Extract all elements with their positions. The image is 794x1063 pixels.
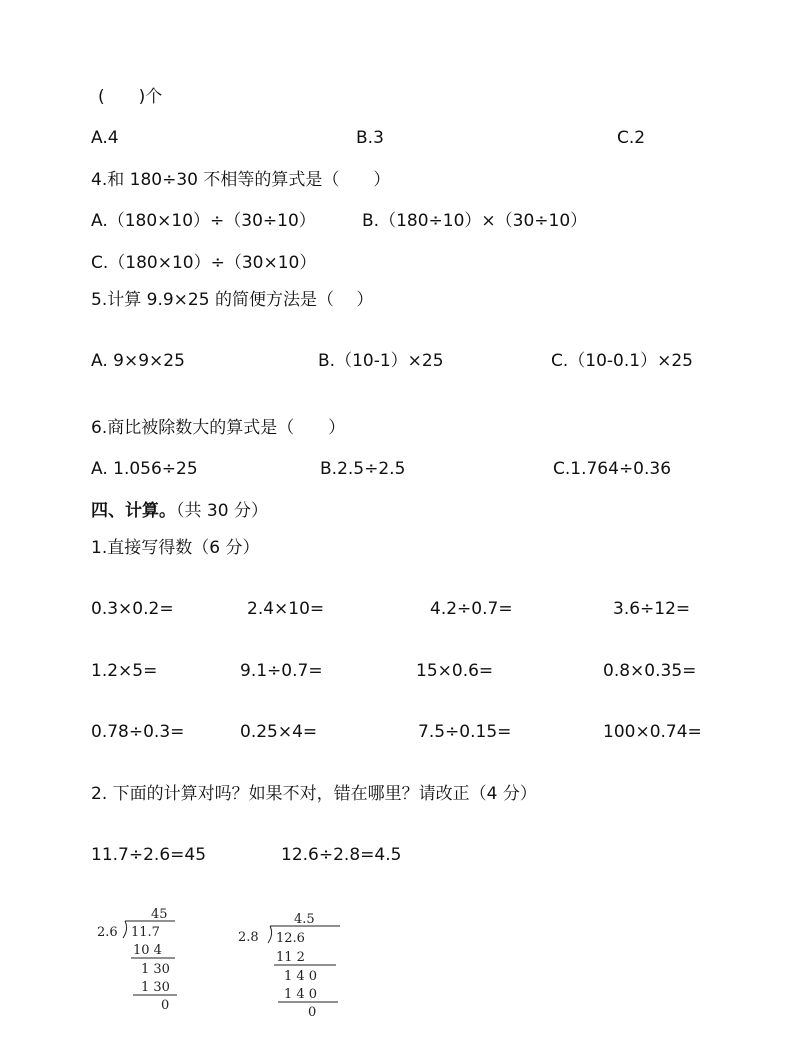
q6-option-c: C.1.764÷0.36 <box>553 459 672 479</box>
q4-option-b: B.（180÷10）×（30÷10） <box>362 211 588 231</box>
calc-item: 0.8×0.35= <box>603 661 697 681</box>
division2-dividend: 12.6 <box>276 931 305 946</box>
q6-stem: 6.商比被除数大的算式是（ ） <box>91 418 346 438</box>
division1-step: 1 30 <box>141 962 170 977</box>
calc-item: 100×0.74= <box>603 722 702 742</box>
division1-step: 0 <box>161 998 170 1013</box>
part2-title: 2. 下面的计算对吗？如果不对，错在哪里？请改正（4 分） <box>91 784 537 804</box>
section-points: （共 30 分） <box>176 501 268 521</box>
calc-item: 4.2÷0.7= <box>430 599 513 619</box>
section-title: 四、计算。 <box>91 501 176 521</box>
part1-title: 1.直接写得数（6 分） <box>91 538 260 558</box>
q5-option-b: B.（10-1）×25 <box>318 351 444 371</box>
division2-step: 1 4 0 <box>284 969 318 984</box>
calc-item: 15×0.6= <box>416 661 494 681</box>
q3-option-b: B.3 <box>356 128 384 148</box>
section-heading <box>91 503 268 520</box>
equation-1: 11.7÷2.6=45 <box>91 845 207 865</box>
long-division-1 <box>95 905 195 1015</box>
calc-item: 7.5÷0.15= <box>418 722 512 742</box>
calc-item: 0.78÷0.3= <box>91 722 185 742</box>
division2-quotient: 4.5 <box>294 912 315 927</box>
q4-stem: 4.和 180÷30 不相等的算式是（ ） <box>91 170 391 190</box>
division2-step: 0 <box>308 1005 317 1020</box>
q3-option-a: A.4 <box>91 128 119 148</box>
q6-option-b: B.2.5÷2.5 <box>320 459 406 479</box>
q3-stem-tail: ( )个 <box>98 87 163 107</box>
calc-item: 3.6÷12= <box>613 599 691 619</box>
q6-option-a: A. 1.056÷25 <box>91 459 198 479</box>
calc-item: 1.2×5= <box>91 661 158 681</box>
division1-quotient: 45 <box>151 907 168 922</box>
division2-step: 1 4 0 <box>284 987 318 1002</box>
q5-stem: 5.计算 9.9×25 的简便方法是（ ） <box>91 290 374 310</box>
division2-step: 11 2 <box>276 950 305 965</box>
long-division-2 <box>236 910 356 1025</box>
q4-option-a: A.（180×10）÷（30÷10） <box>91 211 316 231</box>
calc-item: 0.25×4= <box>240 722 318 742</box>
division1-dividend: 11.7 <box>131 925 160 940</box>
division2-divisor: 2.8 <box>238 930 259 945</box>
calc-item: 9.1÷0.7= <box>240 661 323 681</box>
division1-step: 10 4 <box>133 943 162 958</box>
q5-option-c: C.（10-0.1）×25 <box>551 351 693 371</box>
q4-option-c: C.（180×10）÷（30×10） <box>91 253 317 273</box>
q5-option-a: A. 9×9×25 <box>91 351 185 371</box>
calc-item: 0.3×0.2= <box>91 599 174 619</box>
division1-divisor: 2.6 <box>97 925 118 940</box>
equation-2: 12.6÷2.8=4.5 <box>281 845 402 865</box>
calc-item: 2.4×10= <box>247 599 325 619</box>
division1-step: 1 30 <box>141 980 170 995</box>
q3-option-c: C.2 <box>617 128 646 148</box>
